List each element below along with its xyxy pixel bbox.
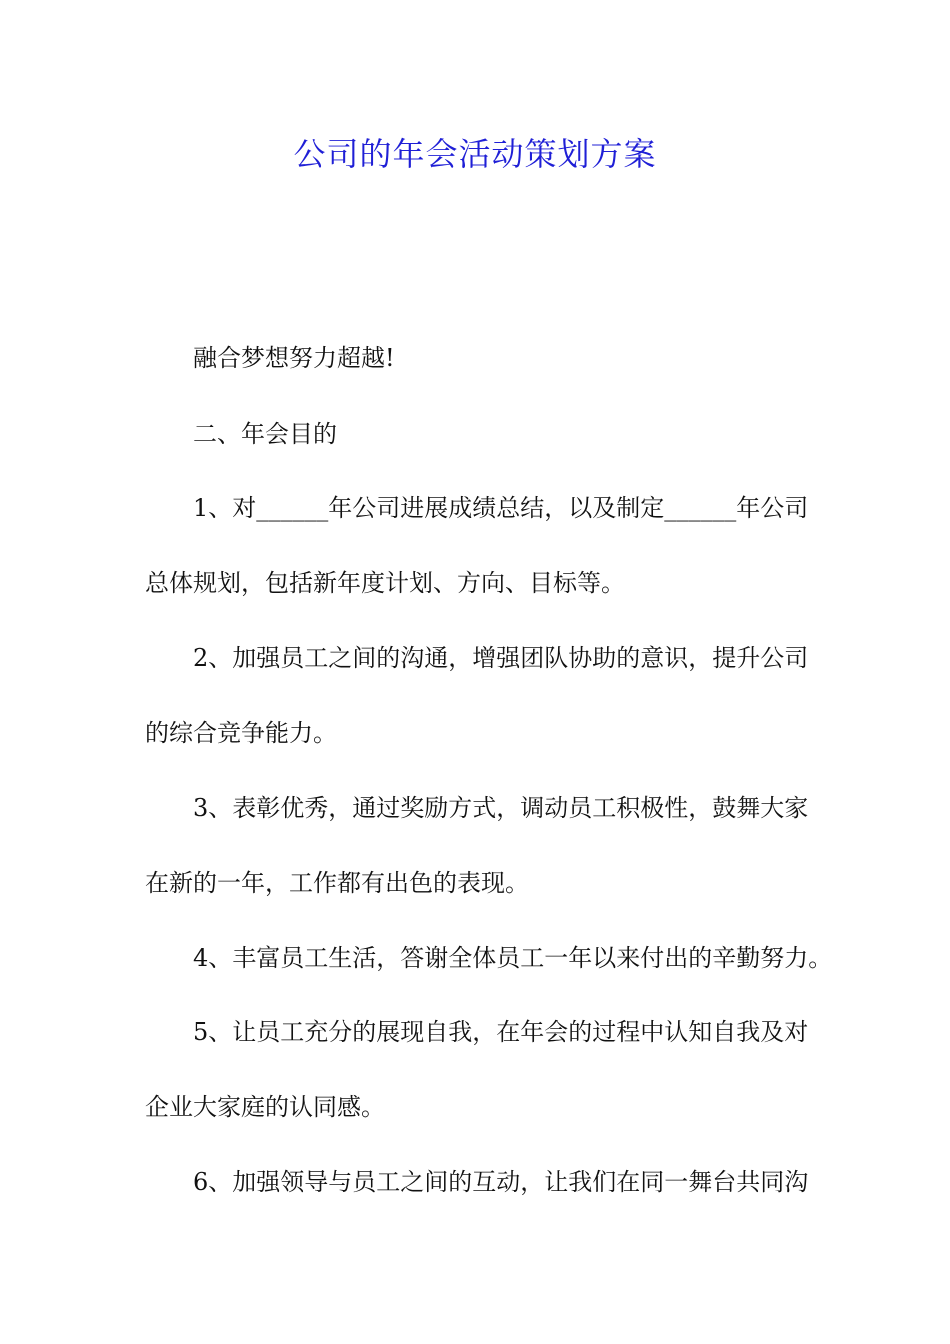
paragraph-line: 1、对______年公司进展成绩总结，以及制定______年公司	[193, 494, 809, 522]
paragraph-line: 企业大家庭的认同感。	[145, 1093, 385, 1121]
document-title: 公司的年会活动策划方案	[293, 135, 657, 173]
paragraph-line: 在新的一年，工作都有出色的表现。	[145, 869, 529, 897]
paragraph-line: 总体规划，包括新年度计划、方向、目标等。	[145, 569, 625, 597]
paragraph-line: 的综合竞争能力。	[145, 719, 337, 747]
section-heading: 二、年会目的	[193, 420, 337, 448]
paragraph-line: 6、加强领导与员工之间的互动，让我们在同一舞台共同沟	[193, 1168, 809, 1196]
paragraph-line: 2、加强员工之间的沟通，增强团队协助的意识，提升公司	[193, 644, 809, 672]
slogan-line: 融合梦想努力超越!	[193, 344, 395, 372]
paragraph-line: 5、让员工充分的展现自我，在年会的过程中认知自我及对	[193, 1018, 809, 1046]
paragraph-line: 3、表彰优秀，通过奖励方式，调动员工积极性，鼓舞大家	[193, 794, 809, 822]
paragraph-line: 4、丰富员工生活，答谢全体员工一年以来付出的辛勤努力。	[193, 944, 833, 972]
